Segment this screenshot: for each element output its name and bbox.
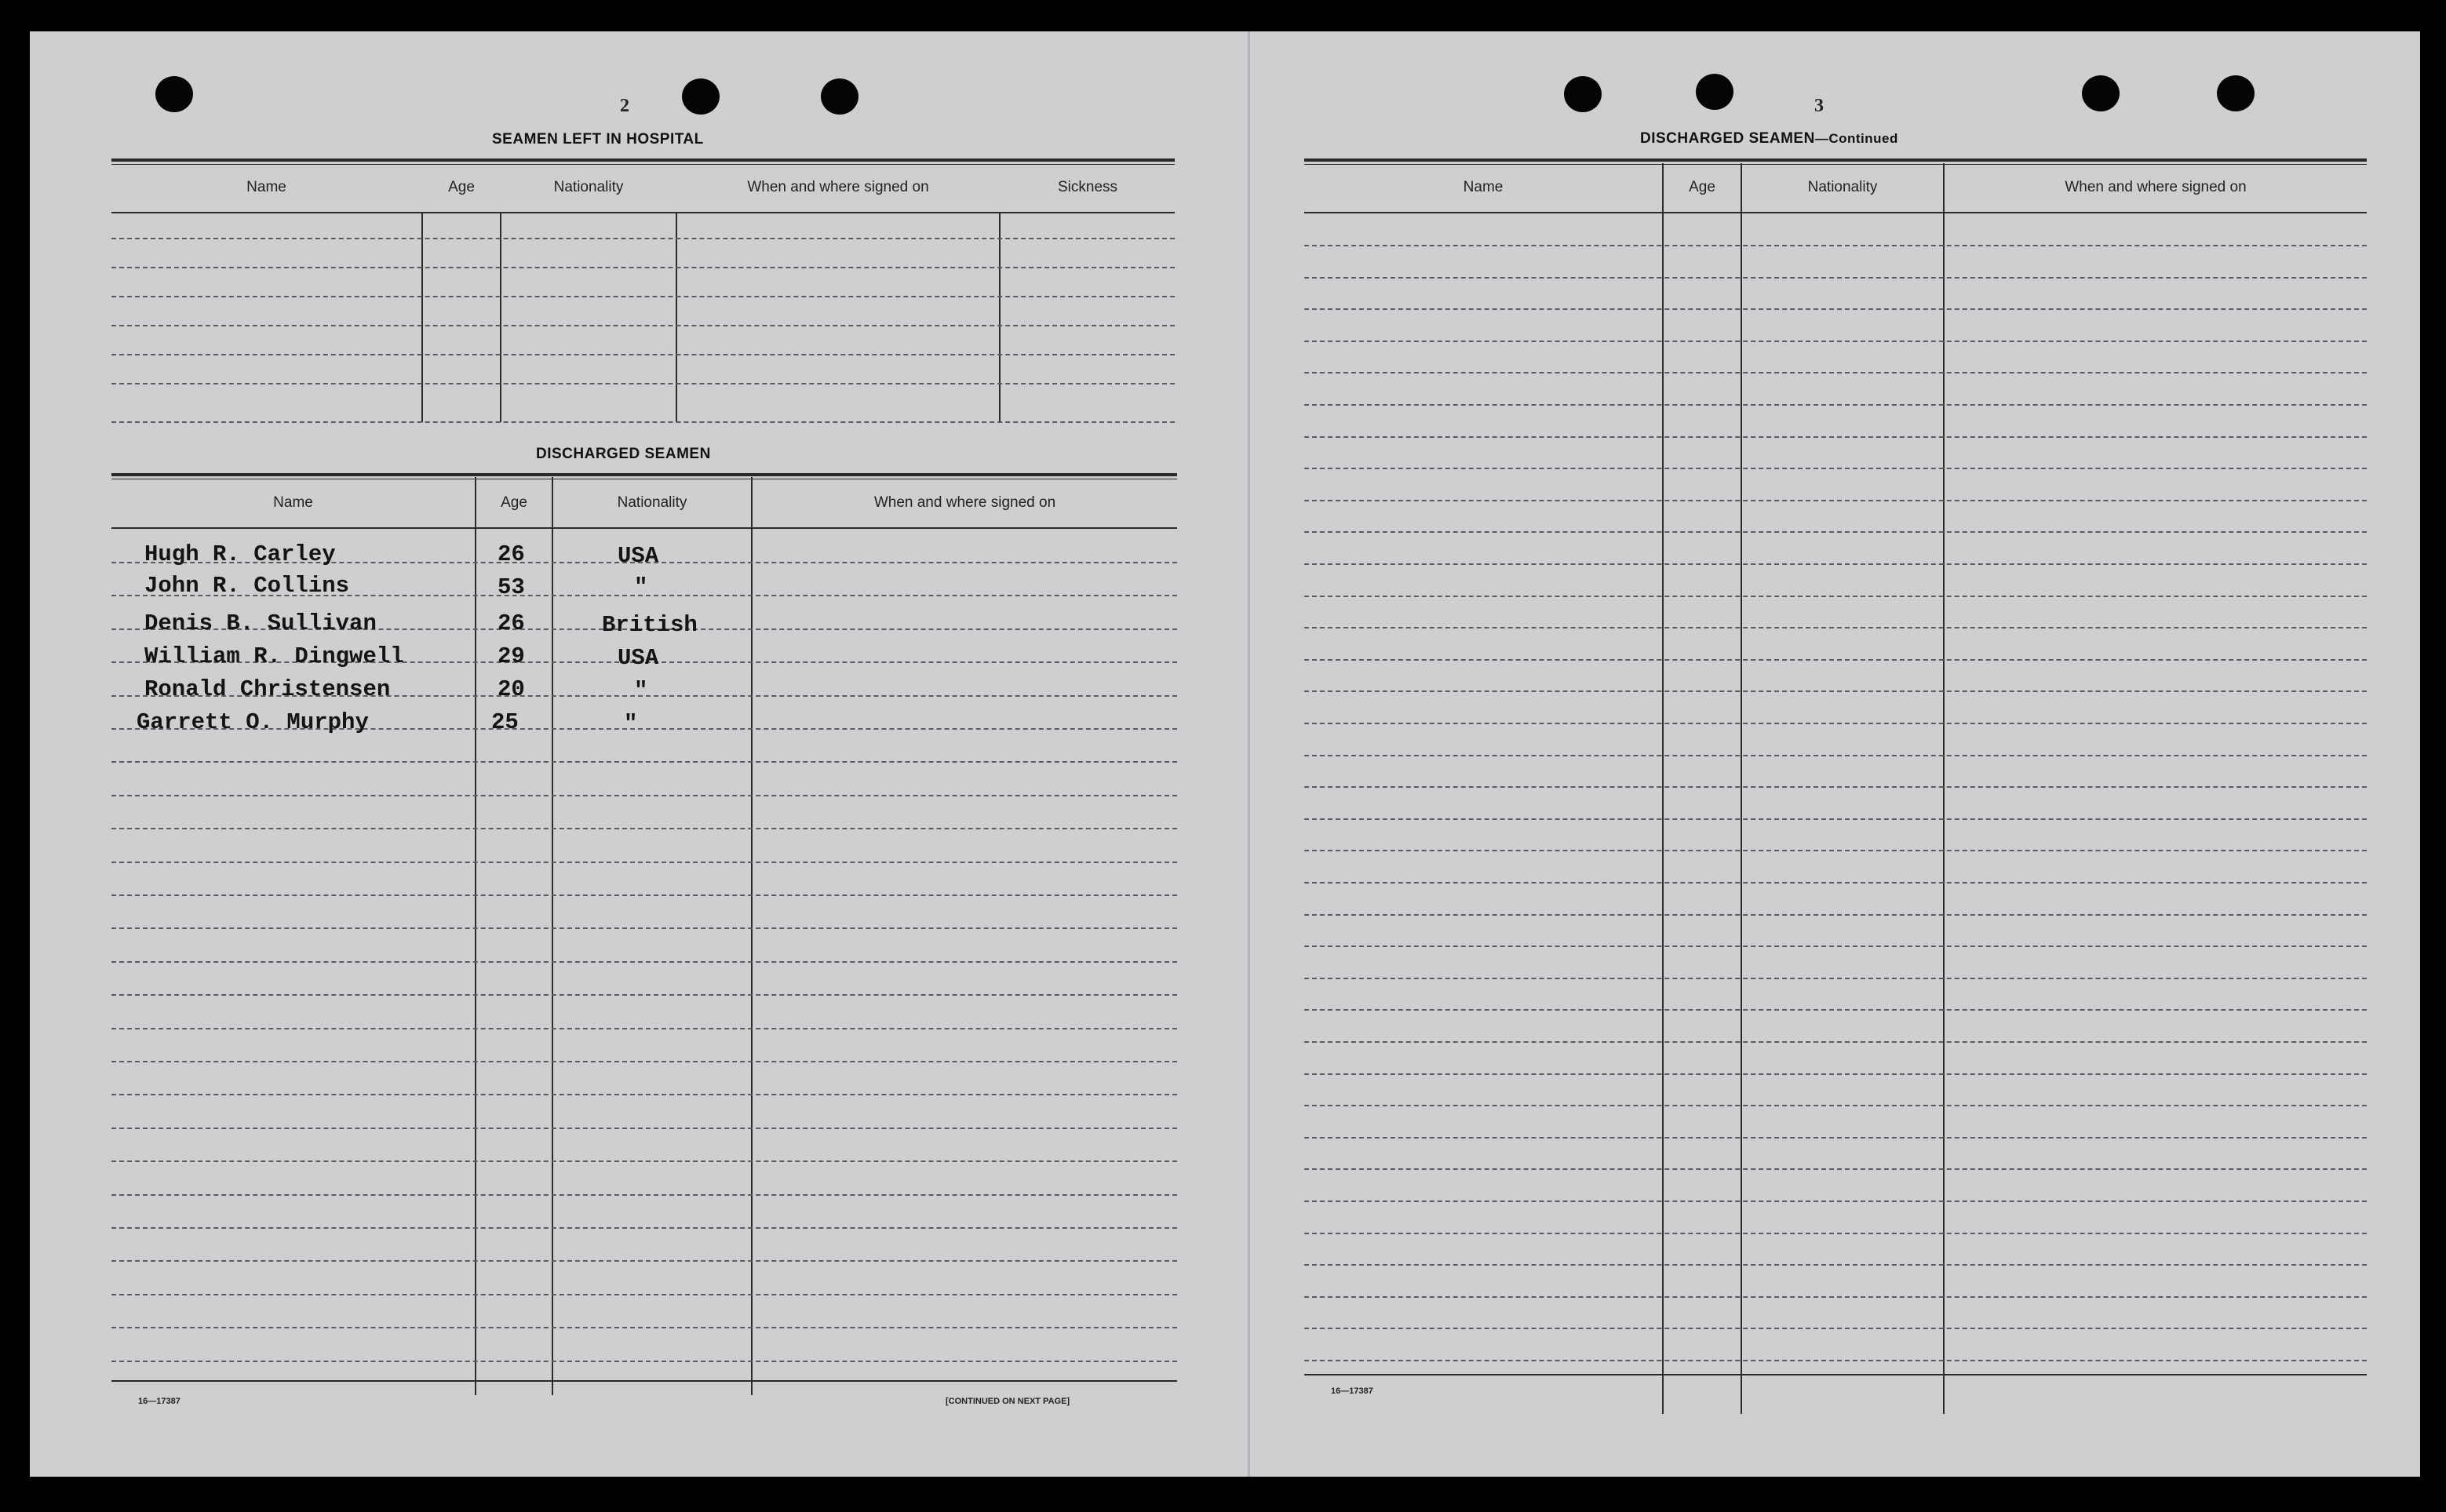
ruled-line <box>1304 786 2367 788</box>
discharged-header-signed-on: When and where signed on <box>873 494 1056 511</box>
ruled-line <box>1304 1073 2367 1075</box>
right-header-age: Age <box>1689 179 1715 195</box>
discharged-header-rule <box>111 527 1177 529</box>
punch-hole <box>1564 76 1602 112</box>
ruled-line <box>111 994 1177 996</box>
hospital-header-rule <box>111 212 1175 213</box>
ruled-line <box>111 1128 1177 1129</box>
hospital-row-line <box>111 238 1175 239</box>
seaman-age: 29 <box>498 643 525 669</box>
seaman-nationality: USA <box>618 645 659 671</box>
ruled-line <box>1304 1200 2367 1202</box>
ruled-line <box>1304 372 2367 373</box>
ruled-line <box>111 1061 1177 1062</box>
ruled-line <box>111 1361 1177 1362</box>
ruled-line <box>1304 436 2367 438</box>
ruled-line <box>1304 1264 2367 1266</box>
seaman-name: Denis B. Sullivan <box>144 610 377 636</box>
form-number: 16—17387 <box>138 1397 180 1406</box>
ruled-line <box>111 1294 1177 1295</box>
ruled-line <box>1304 596 2367 597</box>
ruled-line <box>1304 1328 2367 1329</box>
hospital-row-line <box>111 296 1175 297</box>
ruled-line <box>1304 531 2367 533</box>
ruled-line <box>111 1028 1177 1029</box>
ruled-line <box>1304 1296 2367 1298</box>
ruled-line <box>1304 1041 2367 1043</box>
ruled-line <box>1304 945 2367 947</box>
seaman-age: 25 <box>491 709 519 735</box>
right-top-rule <box>1304 158 2367 162</box>
hospital-header-sickness: Sickness <box>1057 179 1118 195</box>
hospital-row-line <box>111 267 1175 268</box>
title-main: DISCHARGED SEAMEN <box>1640 130 1815 147</box>
ruled-line <box>111 862 1177 863</box>
ruled-line <box>111 795 1177 796</box>
seaman-name: John R. Collins <box>144 573 350 599</box>
ruled-line <box>1304 659 2367 661</box>
ruled-line <box>1304 978 2367 979</box>
right-top-rule-thin <box>1304 164 2367 165</box>
seaman-nationality: " <box>624 711 638 737</box>
seaman-age: 26 <box>498 610 525 636</box>
right-bottom-rule <box>1304 1374 2367 1375</box>
punch-hole <box>1696 74 1733 110</box>
right-column-divider <box>1741 163 1742 1414</box>
ruled-line <box>1304 627 2367 628</box>
ruled-line <box>111 1194 1177 1196</box>
page-number: 2 <box>620 96 629 116</box>
ruled-line <box>1304 1360 2367 1361</box>
punch-hole <box>682 78 720 115</box>
hospital-row-line <box>111 354 1175 355</box>
hospital-row-line <box>111 383 1175 384</box>
ruled-line <box>111 1227 1177 1229</box>
discharged-header-age: Age <box>501 494 527 511</box>
right-header-rule <box>1304 212 2367 213</box>
seaman-name: Ronald Christensen <box>144 676 391 702</box>
ruled-line <box>1304 882 2367 884</box>
seaman-nationality: USA <box>618 543 659 569</box>
ruled-line <box>111 927 1177 929</box>
seaman-nationality: " <box>634 678 648 704</box>
ruled-line <box>1304 818 2367 820</box>
seaman-age: 20 <box>498 676 525 702</box>
ruled-line <box>1304 308 2367 310</box>
right-header-nationality: Nationality <box>1807 179 1878 195</box>
hospital-header-signed-on: When and where signed on <box>747 179 929 195</box>
ruled-line <box>1304 850 2367 851</box>
ruled-line <box>1304 723 2367 724</box>
discharged-top-rule <box>111 473 1177 476</box>
right-column-divider <box>1662 163 1664 1414</box>
punch-hole <box>2082 75 2120 111</box>
ruled-line <box>1304 1009 2367 1011</box>
hospital-row-line <box>111 325 1175 326</box>
ruled-line <box>1304 404 2367 406</box>
hospital-header-name: Name <box>246 179 286 195</box>
page-number: 3 <box>1814 96 1824 116</box>
hospital-top-rule <box>111 158 1175 162</box>
right-column-divider <box>1943 163 1945 1414</box>
hospital-column-divider <box>421 212 423 422</box>
ruled-line <box>1304 1105 2367 1106</box>
hospital-column-divider <box>999 212 1001 422</box>
ruled-line <box>1304 1168 2367 1170</box>
ruled-line <box>111 894 1177 896</box>
ruled-line <box>1304 245 2367 246</box>
ruled-line <box>111 1094 1177 1095</box>
discharged-header-name: Name <box>273 494 313 511</box>
discharged-header-nationality: Nationality <box>617 494 687 511</box>
discharged-section-title: DISCHARGED SEAMEN <box>536 446 711 462</box>
ruled-line <box>111 961 1177 963</box>
seaman-name: Garrett O. Murphy <box>137 709 369 735</box>
form-number: 16—17387 <box>1331 1386 1373 1396</box>
ruled-line <box>1304 914 2367 916</box>
right-header-name: Name <box>1463 179 1504 195</box>
punch-hole <box>821 78 858 115</box>
seaman-nationality: British <box>602 612 698 638</box>
seaman-age: 53 <box>498 574 525 600</box>
seaman-age: 26 <box>498 541 525 567</box>
punch-hole <box>155 76 193 112</box>
ruled-line <box>111 1327 1177 1328</box>
hospital-column-divider <box>676 212 677 422</box>
seaman-nationality: " <box>634 574 648 600</box>
seaman-name: William R. Dingwell <box>144 643 404 669</box>
ruled-line <box>111 1160 1177 1162</box>
ruled-line <box>1304 277 2367 279</box>
ruled-line <box>111 1260 1177 1262</box>
ruled-line <box>1304 341 2367 342</box>
ruled-line <box>1304 1137 2367 1139</box>
hospital-top-rule-thin <box>111 164 1175 165</box>
seaman-name: Hugh R. Carley <box>144 541 336 567</box>
hospital-header-age: Age <box>448 179 475 195</box>
ruled-line <box>1304 563 2367 565</box>
left-bottom-rule <box>111 1380 1177 1382</box>
hospital-header-nationality: Nationality <box>553 179 624 195</box>
continued-note: [CONTINUED ON NEXT PAGE] <box>946 1397 1070 1406</box>
hospital-row-line <box>111 421 1175 423</box>
right-header-signed-on: When and where signed on <box>2065 179 2247 195</box>
ruled-line <box>111 761 1177 763</box>
punch-hole <box>2217 75 2255 111</box>
ruled-line <box>1304 755 2367 756</box>
ruled-line <box>1304 1233 2367 1234</box>
ruled-line <box>111 828 1177 829</box>
title-suffix: —Continued <box>1814 131 1898 146</box>
hospital-column-divider <box>500 212 501 422</box>
ruled-line <box>1304 468 2367 469</box>
discharged-column-divider <box>552 477 553 1395</box>
discharged-column-divider <box>751 477 753 1395</box>
ruled-line <box>1304 500 2367 501</box>
ruled-line <box>1304 690 2367 692</box>
form-sheet <box>30 31 2420 1477</box>
hospital-section-title: SEAMEN LEFT IN HOSPITAL <box>492 131 704 148</box>
page-fold <box>1248 31 1250 1477</box>
discharged-column-divider <box>475 477 476 1395</box>
discharged-continued-title <box>1640 130 1898 148</box>
